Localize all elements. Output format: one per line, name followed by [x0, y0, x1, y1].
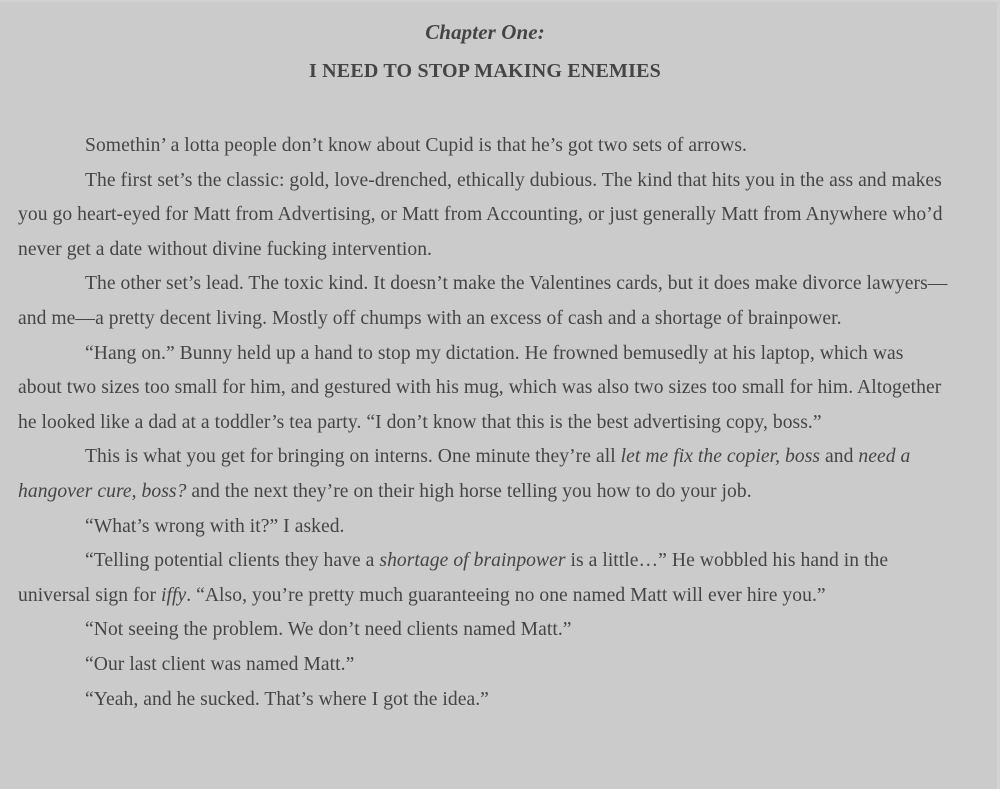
text-run: The first set’s the classic: gold, love-drenched, ethically dubious. The kind that hits you in the ass and makes you go heart-eyed for Matt from Advertising, or Matt from Accounting, or just generally Matt from Anywhere who’d never get a date without divine fucking intervention. [18, 169, 943, 260]
chapter-title: I NEED TO STOP MAKING ENEMIES [308, 60, 661, 82]
text-run: “What’s wrong with it?” I asked. [85, 515, 345, 537]
paragraph [18, 683, 952, 718]
paragraph [18, 164, 952, 268]
paragraph [18, 510, 952, 545]
italic-text: need a hangover cure, boss? [18, 446, 911, 502]
italic-text: shortage of brainpower [379, 550, 566, 572]
paragraph [18, 544, 952, 613]
text-run: “Hang on.” Bunny held up a hand to stop my dictation. He frowned bemusedly at his laptop, which was about two sizes too small for him, and gestured with his mug, which was also two sizes too small for him. Altogether he looked like a dad at a toddler’s tea party. “I don’t know that this is the best advertising copy, boss.” [18, 342, 942, 433]
paragraph [18, 337, 952, 441]
text-run: “Not seeing the problem. We don’t need clients named Matt.” [85, 619, 572, 641]
text-run: and the next they’re on their high horse telling you how to do your job. [186, 480, 752, 502]
text-run: The other set’s lead. The toxic kind. It doesn’t make the Valentines cards, but it does make divorce lawyers—and me—a pretty decent living. Mostly off chumps with an excess of cash and a shortage of brainpower. [18, 273, 948, 329]
text-run: and [820, 446, 859, 468]
text-run: “Telling potential clients they have a [85, 550, 380, 572]
text-run: . “Also, you’re pretty much guaranteeing no one named Matt will ever hire you.” [186, 584, 826, 606]
paragraph [18, 440, 952, 509]
paragraph [18, 267, 952, 336]
text-run: “Yeah, and he sucked. That’s where I got the idea.” [85, 688, 489, 710]
chapter-body [18, 129, 952, 717]
text-run: Somethin’ a lotta people don’t know about Cupid is that he’s got two sets of arrows. [85, 135, 747, 156]
paragraph [18, 129, 952, 164]
paragraph [18, 648, 952, 683]
chapter-label: Chapter One: [425, 20, 545, 44]
italic-text: iffy [160, 584, 187, 606]
text-run: is a little…” He wobbled his hand in the universal sign for [18, 550, 889, 606]
paragraph [18, 613, 952, 648]
text-run: “Our last client was named Matt.” [85, 653, 355, 675]
italic-text: let me fix the copier, boss [620, 446, 821, 468]
text-run: This is what you get for bringing on interns. One minute they’re all [85, 446, 621, 468]
